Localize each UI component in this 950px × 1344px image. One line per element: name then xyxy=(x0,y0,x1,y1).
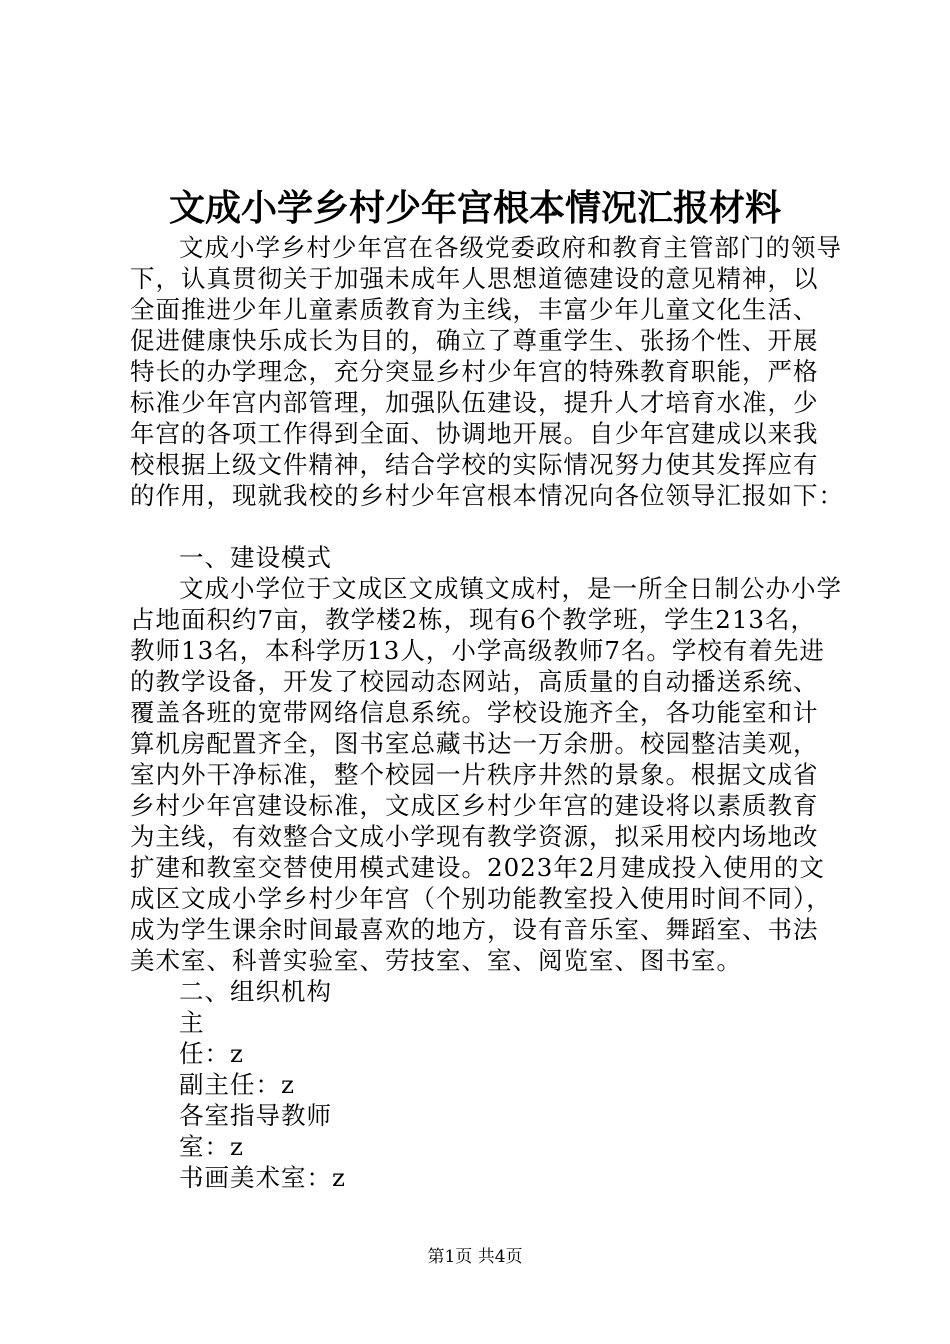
paragraph-line: 下，认真贯彻关于加强未成年人思想道德建设的意见精神，以 xyxy=(130,264,819,293)
page-footer: 第1页 共4页 xyxy=(427,1247,523,1267)
paragraph-line: 算机房配置齐全，图书室总藏书达一万余册。校园整洁美观， xyxy=(130,729,819,758)
paragraph-line: 美术室、科普实验室、劳技室、室、阅览室、图书室。 xyxy=(130,946,742,975)
paragraph-line: 全面推进少年儿童素质教育为主线，丰富少年儿童文化生活、 xyxy=(130,295,819,324)
section-heading: 一、建设模式 xyxy=(179,543,332,572)
org-line: 各室指导教师 xyxy=(179,1101,332,1130)
paragraph-line: 校根据上级文件精神，结合学校的实际情况努力使其发挥应有 xyxy=(130,450,819,479)
paragraph-line: 成为学生课余时间最喜欢的地方，设有音乐室、舞蹈室、书法 xyxy=(130,915,819,944)
paragraph-line: 乡村少年宫建设标准，文成区乡村少年宫的建设将以素质教育 xyxy=(130,791,819,820)
paragraph-line: 覆盖各班的宽带网络信息系统。学校设施齐全，各功能室和计 xyxy=(130,698,819,727)
paragraph-line: 标准少年宫内部管理，加强队伍建设，提升人才培育水准，少 xyxy=(130,388,819,417)
paragraph-line: 的教学设备，开发了校园动态网站，高质量的自动播送系统、 xyxy=(130,667,819,696)
paragraph-line: 成区文成小学乡村少年宫（个别功能教室投入使用时间不同）， xyxy=(130,884,832,913)
paragraph-line: 年宫的各项工作得到全面、协调地开展。自少年宫建成以来我 xyxy=(130,419,819,448)
document-body xyxy=(130,232,844,1193)
document-title: 文成小学乡村少年宫根本情况汇报材料 xyxy=(168,188,781,229)
paragraph-line: 为主线，有效整合文成小学现有教学资源，拟采用校内场地改 xyxy=(130,822,819,851)
org-line: 任：z xyxy=(179,1039,244,1068)
paragraph-line: 促进健康快乐成长为目的，确立了尊重学生、张扬个性、开展 xyxy=(130,326,819,355)
paragraph-line: 扩建和教室交替使用模式建设。2023年2月建成投入使用的文 xyxy=(130,853,825,882)
paragraph-line: 室内外干净标准，整个校园一片秩序井然的景象。根据文成省 xyxy=(130,760,819,789)
paragraph-line: 占地面积约7亩，教学楼2栋，现有6个教学班，学生213名， xyxy=(130,605,817,634)
paragraph-line: 特长的办学理念，充分突显乡村少年宫的特殊教育职能，严格 xyxy=(130,357,819,386)
org-line: 室：z xyxy=(179,1132,244,1161)
org-line: 副主任：z xyxy=(179,1070,295,1099)
paragraph-line: 文成小学乡村少年宫在各级党委政府和教育主管部门的领导 xyxy=(179,233,842,262)
section-heading: 二、组织机构 xyxy=(179,977,332,1006)
org-line: 书画美术室：z xyxy=(179,1163,346,1192)
org-line: 主 xyxy=(179,1008,205,1037)
paragraph-line: 文成小学位于文成区文成镇文成村，是一所全日制公办小学 xyxy=(179,574,842,603)
paragraph-spacer xyxy=(130,511,830,542)
paragraph-line: 教师13名，本科学历13人，小学高级教师7名。学校有着先进 xyxy=(130,636,825,665)
paragraph-line: 的作用，现就我校的乡村少年宫根本情况向各位领导汇报如下： xyxy=(130,481,844,510)
